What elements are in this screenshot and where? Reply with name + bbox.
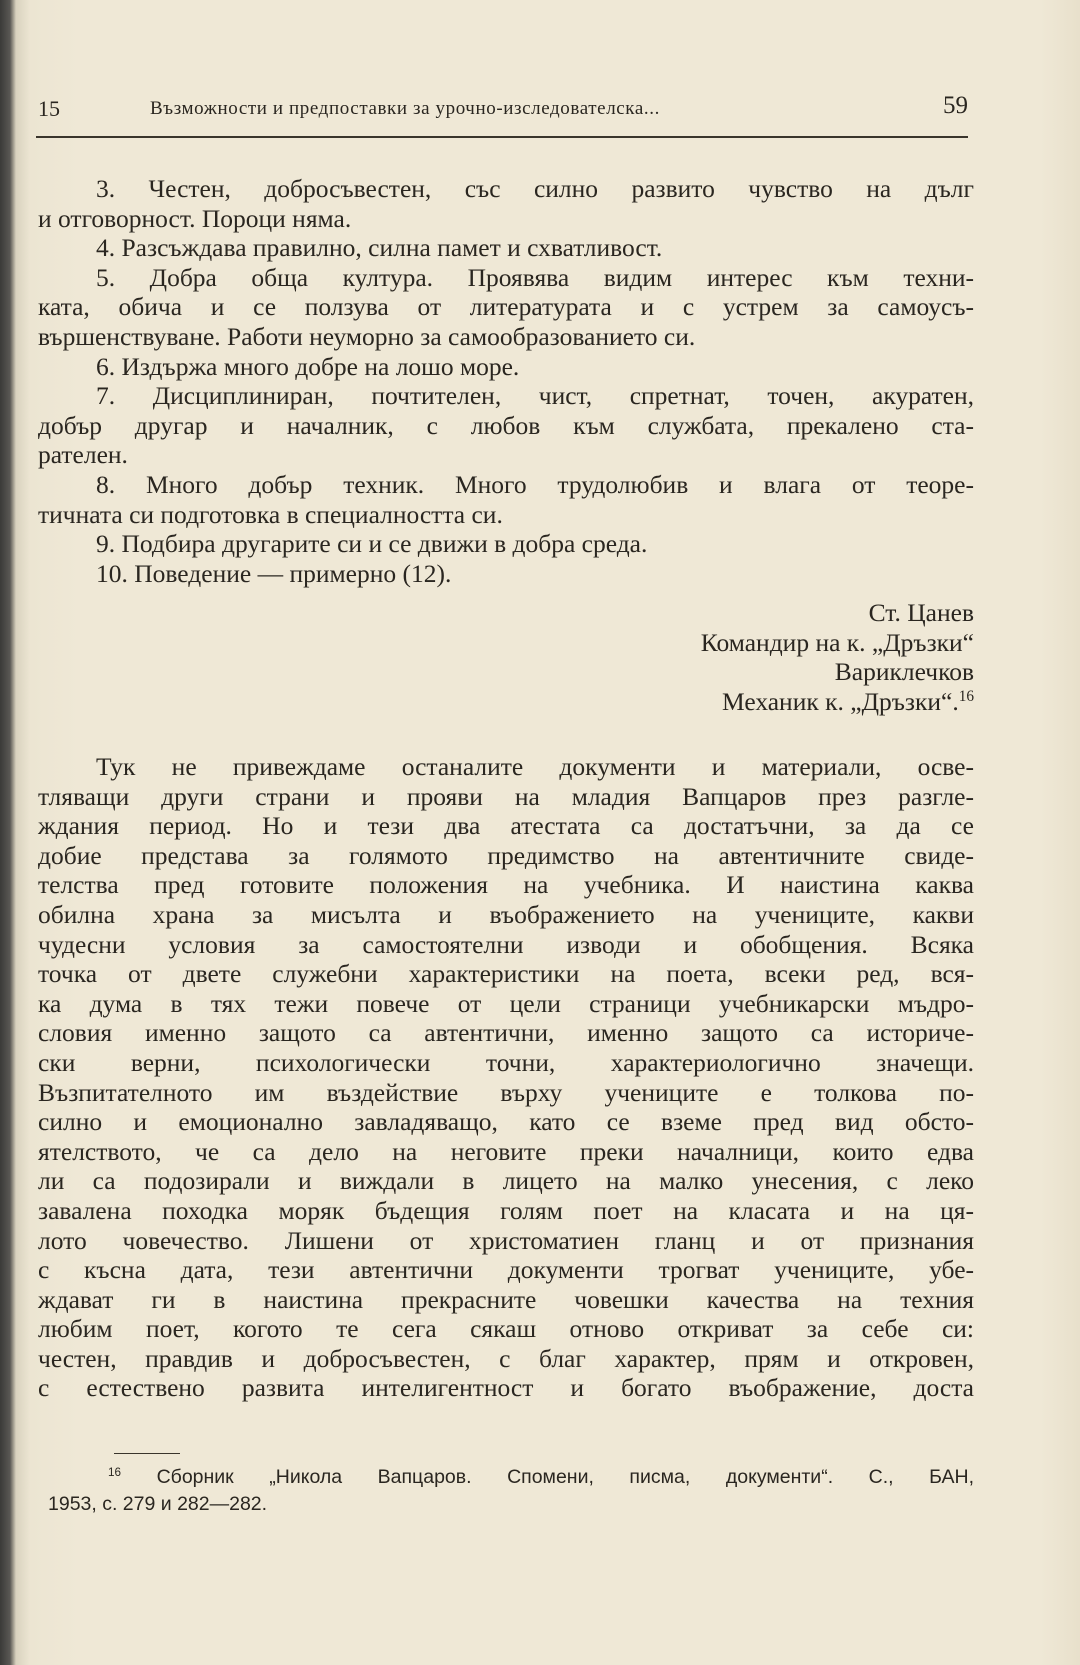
- signature-block: [701, 598, 974, 716]
- paragraph-line: ли са подозирали и виждали в лицето на малко унесения, с леко: [38, 1166, 974, 1196]
- paragraph-line: Възпитателното им въздействие върху учениците е толкова по-: [38, 1077, 974, 1107]
- list-line: вършенствуване. Работи неуморно за самообразованието си.: [38, 321, 696, 351]
- signer-role: Механик к. „Дръзки“.: [722, 686, 959, 716]
- list-line: 8. Много добър техник. Много трудолюбив и влага от теоре-: [96, 469, 974, 499]
- footnote-line: 1953, с. 279 и 282—282.: [48, 1493, 268, 1515]
- paragraph-line: ка дума в тях тежи повече от цели страници учебникарски мъдро-: [38, 988, 974, 1018]
- paragraph-line: телства пред готовите положения на учебника. И наистина каква: [38, 870, 974, 900]
- paragraph-line: любим поет, когото те сега сякаш отново откриват за себе си:: [38, 1314, 974, 1344]
- paragraph-line: обилна храна за мисълта и въображението на учениците, какви: [38, 899, 974, 929]
- list-line: 4. Разсъждава правилно, силна памет и схватливост.: [96, 233, 663, 263]
- chapter-number: 15: [38, 96, 60, 121]
- paragraph-line: словия именно защото са автентични, именно защото са историче-: [38, 1018, 974, 1048]
- list-line: ката, обича и се ползува от литературата и с устрем за самоусъ-: [38, 292, 974, 322]
- paragraph-line: завалена походка моряк бъдещия голям поет на класата и на ця-: [38, 1195, 974, 1225]
- paragraph-line: с естествено развита интелигентност и богато въображение, доста: [38, 1373, 974, 1403]
- signer-role-with-note: [701, 687, 974, 717]
- list-line: 5. Добра обща култура. Проявява видим интерес към техни-: [96, 262, 974, 292]
- paragraph-line: ятелството, че са дело на неговите преки началници, които едва: [38, 1136, 974, 1166]
- running-title: Възможности и предпоставки за урочно-изследователска...: [150, 98, 660, 119]
- list-line: 9. Подбира другарите си и се движи в добра среда.: [96, 529, 648, 559]
- footnote-marker: 16: [108, 1465, 122, 1479]
- attestation-list: [38, 174, 974, 588]
- header-rule: [36, 136, 968, 138]
- page-number: 59: [943, 92, 968, 119]
- signer-name: Ст. Цанев: [868, 598, 974, 627]
- footnote-line: [48, 1464, 974, 1491]
- list-line: 7. Дисциплиниран, почтителен, чист, спретнат, точен, акуратен,: [96, 381, 974, 411]
- footnote-rule: [114, 1453, 180, 1454]
- paragraph-line: тляващи други страни и прояви на младия Вапцаров през разгле-: [38, 781, 974, 811]
- paragraph-line: с късна дата, тези автентични документи трогват учениците, убе-: [38, 1255, 974, 1285]
- paragraph-line: точка от двете служебни характеристики на поета, всеки ред, вся-: [38, 959, 974, 989]
- paragraph-line: ждания период. Но и тези два атестата са достатъчни, за да се: [38, 811, 974, 841]
- list-line: 6. Издържа много добре на лошо море.: [96, 351, 520, 381]
- footnote-reference: 16: [958, 687, 974, 705]
- paragraph-line: ждават ги в наистина прекрасните човешки качества на техния: [38, 1284, 974, 1314]
- footnote: [48, 1464, 974, 1518]
- list-line: и отговорност. Пороци няма.: [38, 203, 352, 233]
- main-paragraph: [38, 752, 974, 1403]
- signer-name: Вариклечков: [834, 657, 974, 687]
- paragraph-line: лото човечество. Лишени от христоматиен гланц и от признания: [38, 1225, 974, 1255]
- paragraph-line: честен, правдив и добросъвестен, с благ характер, прям и откровен,: [38, 1343, 974, 1373]
- paragraph-line: Тук не привеждаме останалите документи и материали, осве-: [96, 752, 974, 781]
- list-line: добър другар и началник, с любов към службата, прекалено ста-: [38, 410, 974, 440]
- list-line: рателен.: [38, 440, 128, 470]
- list-line: 3. Честен, добросъвестен, със силно развито чувство на дълг: [96, 174, 974, 203]
- signer-role: Командир на к. „Дръзки“: [700, 627, 974, 657]
- paragraph-line: чудесни условия за самостоятелни изводи и обобщения. Всяка: [38, 929, 974, 959]
- paragraph-line: ски верни, психологически точни, характериологично значещи.: [38, 1047, 974, 1077]
- list-line: 10. Поведение — примерно (12).: [96, 558, 452, 588]
- running-header: [38, 92, 968, 132]
- footnote-text: Сборник „Никола Вапцаров. Спомени, писма, документи“. С., БАН,: [156, 1466, 974, 1488]
- paragraph-line: добие представа за голямото предимство на автентичните свиде-: [38, 840, 974, 870]
- list-line: тичната си подготовка в специалността си.: [38, 499, 503, 529]
- paragraph-line: силно и емоционално завладяващо, като се вземе пред вид обсто-: [38, 1107, 974, 1137]
